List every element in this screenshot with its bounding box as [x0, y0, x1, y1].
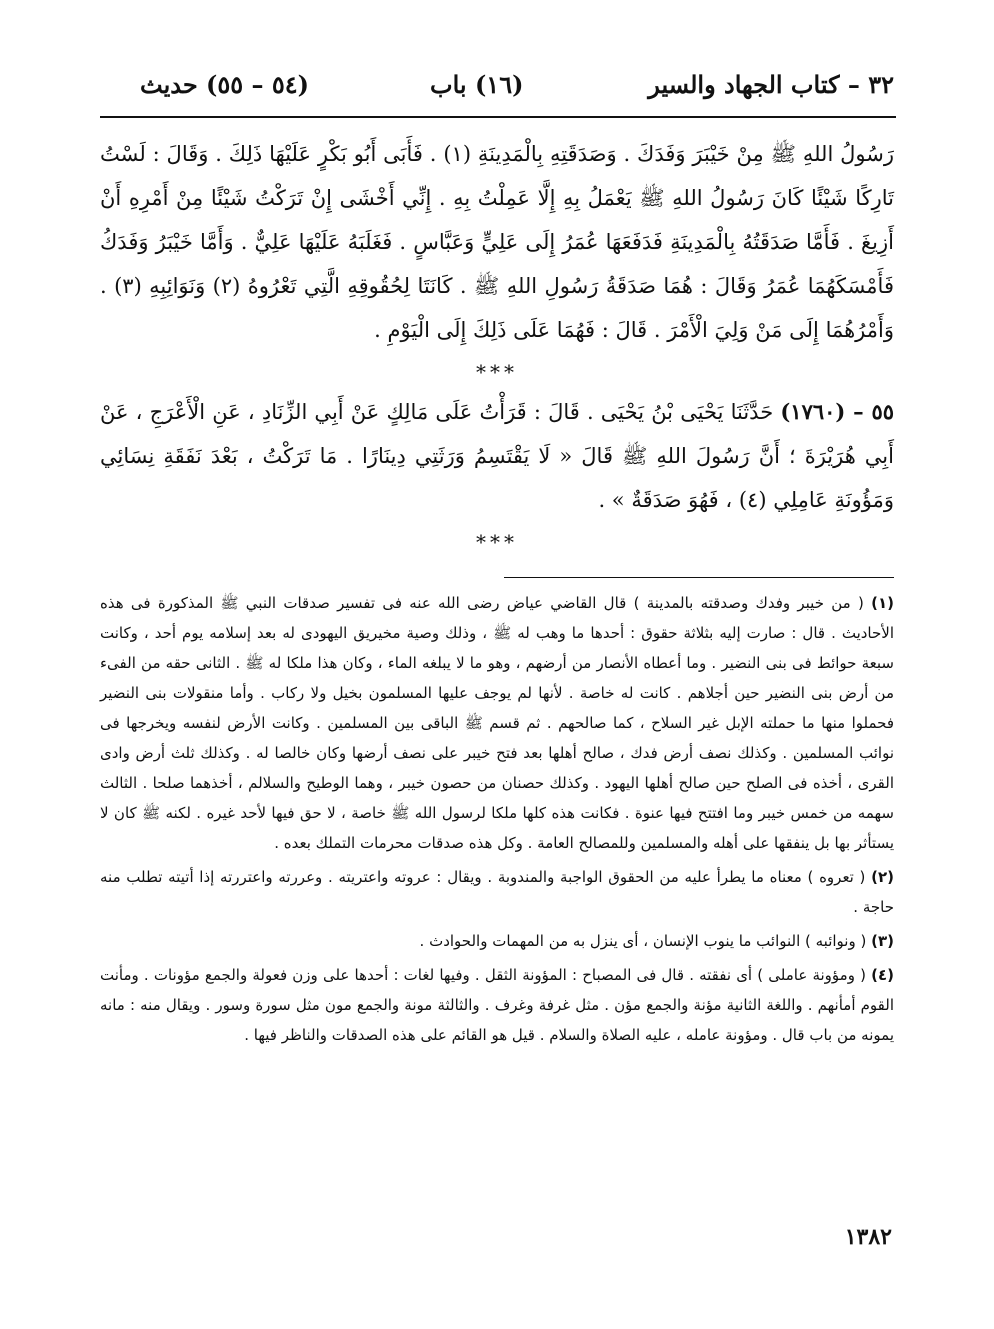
hadith-54-text: رَسُولُ اللهِ ﷺ مِنْ خَيْبَرَ وَفَدَكَ . وَصَدَقَتِهِ بِالْمَدِينَةِ (١) . فَأَبَى أَبُو بَكْرٍ عَلَيْهَا ذَلِكَ . وَقَالَ : لَسْتُ تَارِكًا شَيْئًا كَانَ رَسُولُ اللهِ ﷺ يَعْمَلُ بِهِ إِلَّا عَمِلْتُ بِهِ . إِنِّي أَخْشَى إِنْ تَرَكْتُ شَيْئًا مِنْ أَمْرِهِ أَنْ أَزِيغَ . فَأَمَّا صَدَقَتُهُ بِالْمَدِينَةِ فَدَفَعَهَا عُمَرُ إِلَى عَلِيٍّ وَعَبَّاسٍ . فَغَلَبَهُ عَلَيْهَا عَلِيٌّ . وَأَمَّا خَيْبَرُ وَفَدَكُ فَأَمْسَكَهُمَا عُمَرُ وَقَالَ : هُمَا صَدَقَةُ رَسُولِ اللهِ ﷺ . كَانَتَا لِحُقُوقِهِ الَّتِي تَعْرُوهُ (٢) وَنَوَائِبِهِ (٣) . وَأَمْرُهُمَا إِلَى مَنْ وَلِيَ الْأَمْرَ . قَالَ : فَهُمَا عَلَى ذَلِكَ إِلَى الْيَوْمِ . [100, 142, 894, 342]
footnote-number: (٣) [871, 932, 894, 950]
header-divider [100, 116, 896, 118]
hadith-number: ٥٥ – (١٧٦٠) [780, 399, 895, 424]
footnote [100, 862, 894, 922]
footnote [100, 960, 894, 1050]
footnote-number: (٤) [871, 966, 894, 984]
header-chapter-title: ٣٢ – كتاب الجهاد والسير [648, 70, 894, 99]
header-hadith-range: (٥٤ – ٥٥) حديث [140, 70, 310, 99]
footnote-text: ( ونوائبه ) النوائب ما ينوب الإنسان ، أى ينزل به من المهمات والحوادث . [419, 932, 867, 950]
section-separator: *** [476, 360, 518, 384]
footnote [100, 588, 894, 858]
footnote-text: ( من خيبر وفدك وصدقته بالمدينة ) قال القاضي عياض رضى الله عنه فى تفسير صدقات النبي ﷺ المذكورة فى هذه الأحاديث . قال : صارت إليه بثلاثة حقوق : أحدها ما وهب له ﷺ ، وذلك وصية مخيريق اليهودى له بعد إسلامه يوم أحد ، وكانت سبعة حوائط فى بنى النضير . وما أعطاه الأنصار من أرضهم ، وهو ما لا يبلغه الماء ، وكان هذا ملكا له ﷺ . الثانى حقه من الفىء من أرض بنى النضير حين أجلاهم . كانت له خاصة . لأنها لم يوجف عليها المسلمون بخيل ولا ركاب . وأما منقولات بنى النضير فحملوا منها ما حملته الإبل غير السلاح ، كما صالحهم . ثم قسم ﷺ الباقى بين المسلمين . وكانت الأرض لنفسه ويخرجها فى نوائب المسلمين . وكذلك نصف أرض فدك ، صالح أهلها بعد فتح خيبر على نصف أرضها وكان خالصا له . وكذلك ثلث أرض وادى القرى ، أخذه فى الصلح حين صالح أهلها اليهود . وكذلك حصنان من حصون خيبر ، وهما الوطيح والسلالم ، أخذهما صلحا . الثالث سهمه من خمس خيبر وما افتتح فيها عنوة . فكانت هذه كلها ملكا لرسول الله ﷺ خاصة ، لا حق فيها لأحد غيره . لكنه ﷺ كان لا يستأثر بها بل ينفقها على أهله والمسلمين وللمصالح العامة . وكل هذه صدقات محرمات التملك بعده . [100, 594, 894, 852]
footnotes [100, 588, 894, 1054]
page-number: ١٣٨٢ [844, 1224, 892, 1250]
footnote-text: ( ومؤونة عاملى ) أى نفقته . قال فى المصباح : المؤونة الثقل . وفيها لغات : أحدها على وزن فعولة والجمع مؤونات . ومأنت القوم أمأنهم . واللغة الثانية مؤنة والجمع مؤن . مثل غرفة وغرف . والثالثة مونة والجمع مون مثل سورة وسور . ويقال منه : مانه يمونه من باب قال . ومؤونة عامله ، عليه الصلاة والسلام . قيل هو القائم على هذه الصدقات والناظر فيها . [100, 966, 894, 1044]
footnote-divider [504, 577, 894, 578]
main-text [100, 132, 894, 560]
section-separator: *** [476, 530, 518, 554]
footnote-number: (٢) [871, 868, 894, 886]
hadith-55-paragraph [100, 390, 894, 522]
running-header [100, 66, 894, 112]
footnote-number: (١) [871, 594, 894, 612]
header-section-label: (١٦) باب [430, 70, 524, 99]
footnote [100, 926, 894, 956]
hadith-55-text: حَدَّثَنَا يَحْيَى بْنُ يَحْيَى . قَالَ : قَرَأْتُ عَلَى مَالِكٍ عَنْ أَبِي الزِّنَادِ ، عَنِ الْأَعْرَجِ ، عَنْ أَبِي هُرَيْرَةَ ؛ أَنَّ رَسُولَ اللهِ ﷺ قَالَ « لَا يَقْتَسِمُ وَرَثَتِي دِينَارًا . مَا تَرَكْتُ ، بَعْدَ نَفَقَةِ نِسَائِي وَمَؤُونَةِ عَامِلِي (٤) ، فَهُوَ صَدَقَةٌ » . [100, 400, 894, 512]
footnote-text: ( تعروه ) معناه ما يطرأ عليه من الحقوق الواجبة والمندوبة . ويقال : عروته واعتريته . وعررته واعتررته إذا أتيته تطلب منه حاجة . [100, 868, 894, 916]
